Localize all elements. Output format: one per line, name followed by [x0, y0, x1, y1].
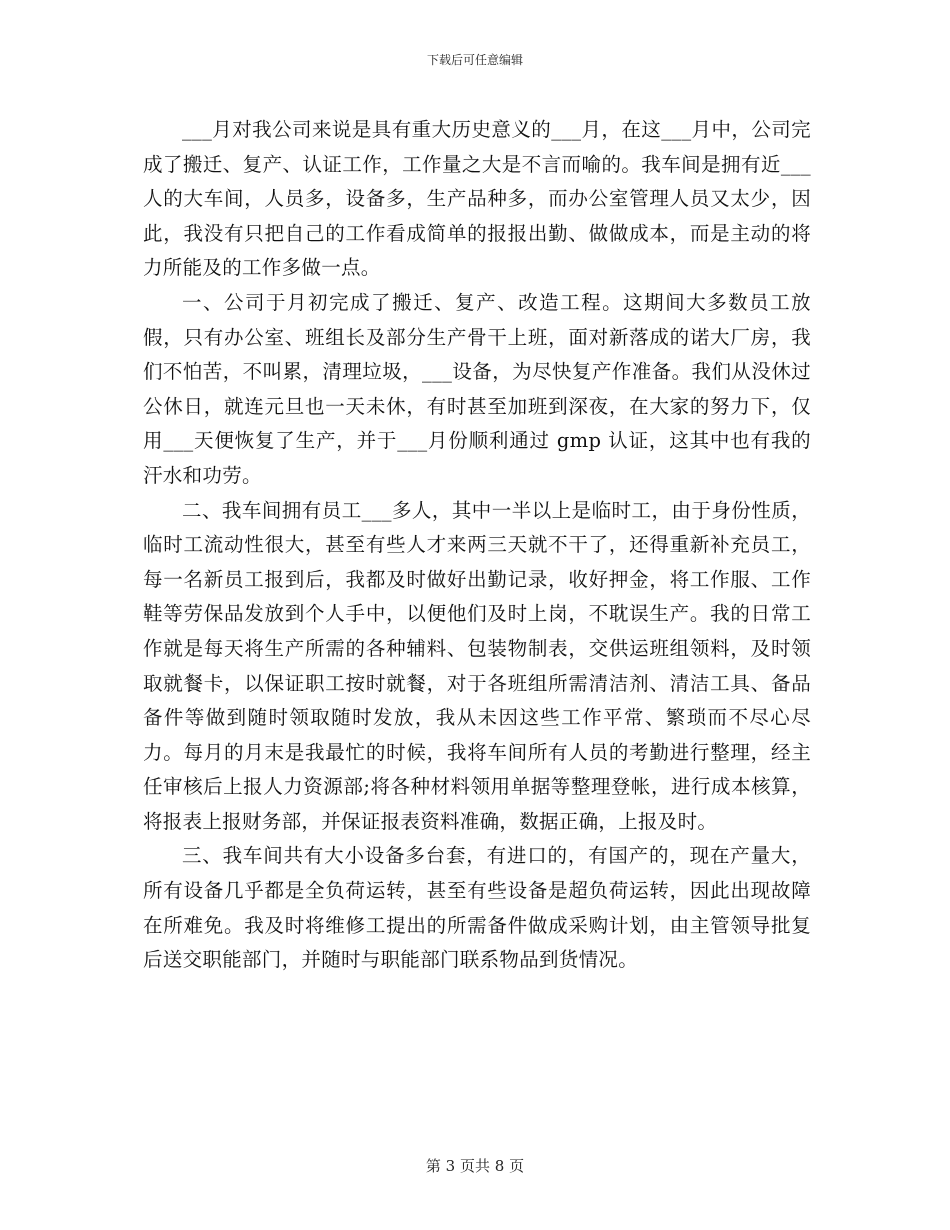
page-number-footer: 第 3 页共 8 页 [425, 1157, 525, 1175]
paragraph-section-1: 一、公司于月初完成了搬迁、复产、改造工程。这期间大多数员工放假，只有办公室、班组长及部分生产骨干上班，面对新落成的诺大厂房，我们不怕苦，不叫累，清理垃圾，___设备，为尽快复产作准备。我们从没休过公休日，就连元旦也一天未休，有时甚至加班到深夜，在大家的努力下，仅用___天便恢复了生产，并于___月份顺利通过 gmp 认证，这其中也有我的汗水和功劳。 [143, 290, 811, 487]
paragraph-section-3: 三、我车间共有大小设备多台套，有进口的，有国产的，现在产量大，所有设备几乎都是全负荷运转，甚至有些设备是超负荷运转，因此出现故障在所难免。我及时将维修工提出的所需备件做成采购计划，由主管领导批复后送交职能部门，并随时与职能部门联系物品到货情况。 [143, 844, 811, 972]
paragraph-intro: ___月对我公司来说是具有重大历史意义的___月，在这___月中，公司完成了搬迁、复产、认证工作，工作量之大是不言而喻的。我车间是拥有近___人的大车间，人员多，设备多，生产品种多，而办公室管理人员又太少，因此，我没有只把自己的工作看成简单的报报出勤、做做成本，而是主动的将力所能及的工作多做一点。 [143, 118, 811, 280]
paragraph-section-2: 二、我车间拥有员工___多人，其中一半以上是临时工，由于身份性质，临时工流动性很大，甚至有些人才来两三天就不干了，还得重新补充员工，每一名新员工报到后，我都及时做好出勤记录，收好押金，将工作服、工作鞋等劳保品发放到个人手中，以便他们及时上岗，不耽误生产。我的日常工作就是每天将生产所需的各种辅料、包装物制表，交供运班组领料，及时领取就餐卡，以保证职工按时就餐，对于各班组所需清洁剂、清洁工具、备品备件等做到随时领取随时发放，我从未因这些工作平常、繁琐而不尽心尽力。每月的月末是我最忙的时候，我将车间所有人员的考勤进行整理，经主任审核后上报人力资源部;将各种材料领用单据等整理登帐，进行成本核算，将报表上报财务部，并保证报表资料准确，数据正确，上报及时。 [143, 498, 811, 833]
document-body [143, 113, 811, 978]
page-header: 下载后可任意编辑 [426, 53, 523, 67]
